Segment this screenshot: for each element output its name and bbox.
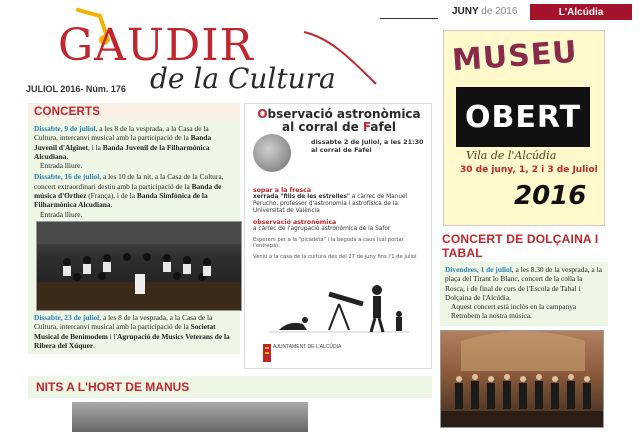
concert-tail: . (66, 151, 69, 161)
date-year: 2016 (495, 6, 518, 17)
poster-title-line1: bservació astronòmica (267, 107, 421, 121)
concert-text: , a les 10 de la nit, a la Casa de la Cultura, concert extraordinari destiu amb la participació de la (34, 172, 224, 191)
dolcaina-note: Aquest concert està inclòs en la campanya Retrobem la nostra música. (451, 302, 577, 321)
dolcaina-text (445, 265, 603, 321)
date-month: JUNY (452, 6, 479, 17)
page-date (452, 6, 517, 17)
issue-label: JULIOL 2016- Núm. 176 (26, 84, 126, 94)
concert-band: Banda de música d'Orthez (34, 181, 222, 201)
talk-detail: a càrrec de Manuel Perucho, professor d'astronomia i astrofísica de la Universitat de València (253, 194, 408, 215)
concert-band: Banda Juvenil d'Alginet (34, 133, 212, 152)
program-label: observació astronòmica (253, 218, 337, 226)
concert-date: Dissabte, 9 de juliol (34, 124, 96, 133)
nits-photo (72, 402, 308, 432)
concerts-box (28, 121, 240, 354)
date-de: de (481, 6, 493, 17)
poster-title-f: F (362, 120, 371, 134)
program-note: Esperem per a la "picadeta" i la beguda a caus (cal portar l'entrepà). (253, 236, 404, 250)
telescope-silhouette (259, 274, 419, 334)
concerts-heading: CONCERTS (28, 103, 240, 121)
poster-subtitle: dissabte 2 de juliol, a les 21:30 al corral de Fafel (311, 138, 424, 154)
orchestra-photo (36, 221, 242, 311)
concert-band: Banda Juvenil de la Filharmònica Alcudiana (34, 142, 210, 161)
concert-text: , a les 8 de la vesprada, a la Casa de la Cultura, intercanvi musical amb la participació de la (34, 124, 209, 143)
museu-year: 2016 (514, 181, 587, 211)
dolcaina-photo (440, 330, 604, 428)
poster-title (245, 108, 433, 134)
program-note: Veniu a la casa de la cultura des del 27 de juny fins l'1 de juliol (253, 254, 417, 260)
dolcaina-heading: CONCERT DE DOLÇAINA I TABAL (442, 232, 599, 260)
orchestra-photo-art (37, 222, 242, 311)
ajuntament-label: AJUNTAMENT DE L'ALCÚDIA (273, 344, 342, 350)
museu-vila: Vila de l'Alcúdia (466, 149, 557, 162)
concert-band: Banda Simfònica de la Filharmònica Alcudiana (34, 191, 208, 210)
museu-dates: 30 de juny, 1, 2 i 3 de Juliol (460, 165, 598, 175)
concert-note: Entrada lliure. (40, 161, 83, 171)
concert-item-3 (34, 313, 234, 350)
poster-program (253, 184, 427, 261)
concert-item-2 (34, 172, 234, 218)
brand-badge: L'Alcúdia (530, 4, 632, 20)
dolcaina-box (440, 262, 608, 326)
dolcaina-column (440, 232, 608, 428)
header-rule (380, 18, 438, 19)
logo-title: GAUDIR (58, 20, 254, 71)
logo-swash (300, 28, 380, 88)
concert-tail: . (93, 340, 95, 350)
museu-obert-ad (443, 30, 605, 226)
poster-title-line2b: afel (370, 120, 396, 134)
museu-word: MUSEU (450, 34, 579, 79)
program-label: sopar a la fresca (253, 187, 311, 194)
poster-title-line2: al corral de (282, 120, 363, 134)
concert-date: Dissabte, 23 de juliol (34, 312, 100, 322)
concert-text: , i la (88, 142, 103, 152)
concert-note: Entrada lliure. (40, 209, 83, 219)
concert-band: Societat Musical de Benimodem (34, 322, 216, 341)
concerts-column (28, 103, 240, 354)
concert-band: Agrupació de Musics Veterans de la Ribera del Xúquer (34, 331, 230, 350)
dolcaina-photo-art (441, 331, 604, 428)
program-observation: a càrrec de l'agrupació astronòmica de la Safor (253, 225, 391, 232)
dolcaina-body: , a les 8.30 de la vesprada, a la plaça del Tirant lo Blanc, concert de la colla la Rosca, i de final de curs de l'Escola de Tabal i Dolçaina de l'Alcúdia. (445, 265, 602, 302)
concert-text: (França), i de la (86, 191, 137, 201)
poster-title-initial: O (257, 107, 268, 121)
concert-text: i l' (107, 331, 118, 341)
dolcaina-date: Divendres, 1 de juliol (445, 265, 512, 274)
concert-text: , a les 8 de la vesprada, a la Casa de la Cultura, intercanvi musical amb la participació de la (34, 312, 213, 332)
concert-date: Dissabte, 16 de juliol (34, 172, 100, 182)
concert-item-1 (34, 124, 234, 170)
obert-word: OBERT (456, 87, 590, 147)
concert-tail: . (110, 200, 113, 210)
astronomy-poster (244, 103, 432, 369)
moon-icon (253, 134, 291, 172)
program-talk (253, 194, 427, 216)
nits-heading: NITS A L'HORT DE MANUS (28, 376, 432, 398)
logo-subtitle: de la Cultura (150, 62, 336, 95)
talk-title: xerrada "fills de les estrelles" (253, 194, 350, 200)
